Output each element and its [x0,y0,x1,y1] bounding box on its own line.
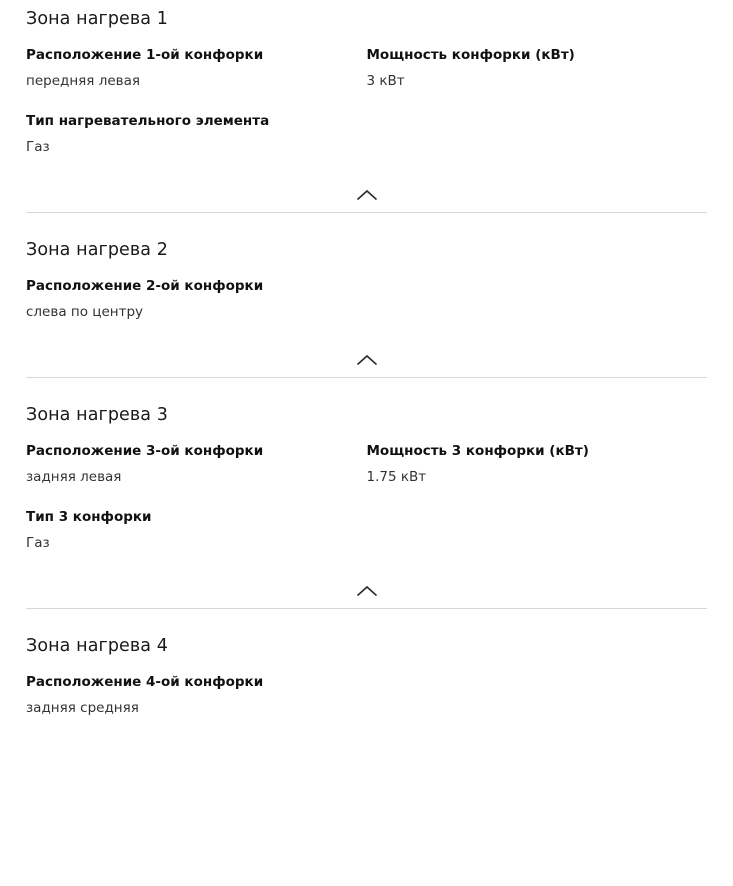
chevron-up-icon [356,354,378,366]
spec-list [26,277,707,343]
spec-item [26,442,367,486]
spec-label: Расположение 4-ой конфорки [26,674,264,690]
spec-item [367,442,708,486]
spec-value: передняя левая [26,73,140,89]
section-heating-zone-3 [0,378,733,608]
collapse-toggle-zone-2[interactable] [26,343,707,377]
section-title: Зона нагрева 2 [26,240,169,260]
spec-label: Расположение 2-ой конфорки [26,278,264,294]
section-heating-zone-2 [0,213,733,377]
section-title: Зона нагрева 3 [26,405,169,425]
spec-value: задняя средняя [26,700,139,716]
spec-label: Расположение 1-ой конфорки [26,47,264,63]
spec-item [26,277,367,321]
spec-item [26,673,367,717]
spec-label: Расположение 3-ой конфорки [26,443,264,459]
spec-item [26,508,367,552]
spec-value: Газ [26,535,50,551]
spec-list [26,442,707,574]
chevron-up-icon [356,189,378,201]
spec-value: Газ [26,139,50,155]
section-title: Зона нагрева 4 [26,636,169,656]
collapse-toggle-zone-3[interactable] [26,574,707,608]
spec-value: 3 кВт [366,73,405,89]
spec-label: Мощность 3 конфорки (кВт) [366,443,589,459]
spec-list [26,46,707,178]
spec-label: Тип нагревательного элемента [26,113,270,129]
section-title: Зона нагрева 1 [26,9,169,29]
spec-label: Мощность конфорки (кВт) [366,47,575,63]
spec-value: задняя левая [26,469,122,485]
section-heating-zone-4 [0,609,733,739]
spec-label: Тип 3 конфорки [26,509,152,525]
spec-item [26,46,367,90]
spec-value: слева по центру [26,304,143,320]
spec-item [26,112,367,156]
section-heating-zone-1 [0,0,733,212]
spec-list [26,673,707,739]
spec-value: 1.75 кВт [366,469,427,485]
collapse-toggle-zone-1[interactable] [26,178,707,212]
spec-item [367,46,708,90]
chevron-up-icon [356,585,378,597]
